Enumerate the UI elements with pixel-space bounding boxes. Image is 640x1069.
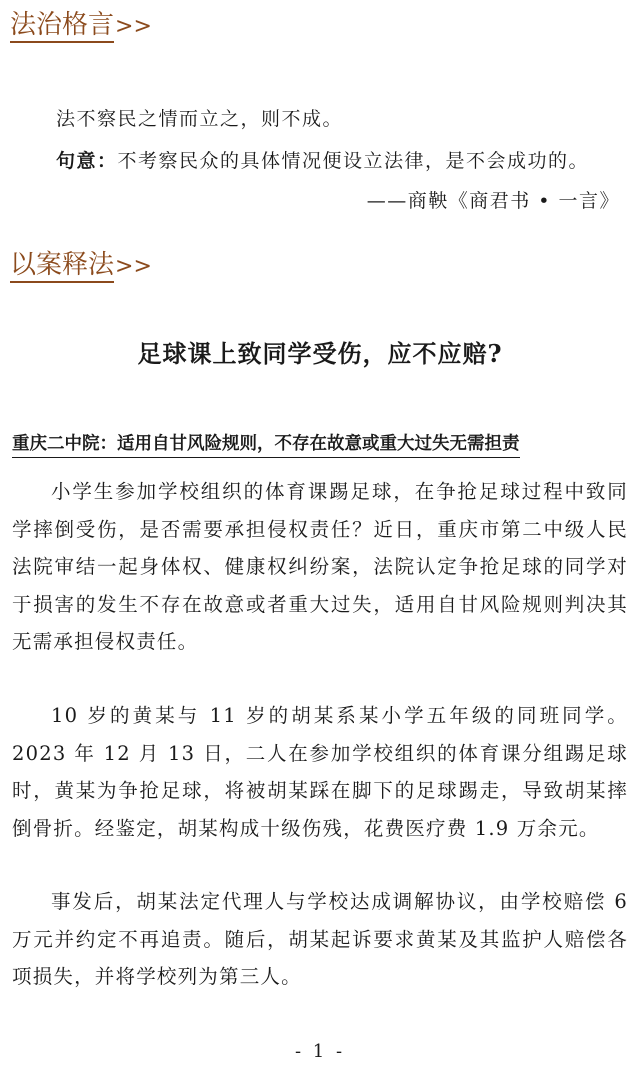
section-heading-case (10, 248, 152, 284)
article-subheading: 重庆二中院：适用自甘风险规则，不存在故意或重大过失无需担责 (12, 432, 520, 458)
maxim-quote: 法不察民之情而立之，则不成。 (56, 108, 344, 130)
maxim-source: ——商鞅《商君书 • 一言》 (366, 190, 620, 212)
maxim-meaning-text: 不考察民众的具体情况便设立法律，是不会成功的。 (117, 150, 590, 172)
section-arrows-case: >> (115, 254, 152, 279)
maxim-meaning (56, 148, 589, 174)
article-paragraph-1: 小学生参加学校组织的体育课踢足球，在争抢足球过程中致同学摔倒受伤，是否需要承担侵权责任？近日，重庆市第二中级人民法院审结一起身体权、健康权纠纷案，法院认定争抢足球的同学对于损害的发生不存在故意或者重大过失，适用自甘风险规则判决其无需承担侵权责任。 (12, 480, 628, 653)
section-title-case: 以案释法 (10, 250, 114, 283)
article-paragraph-2: 10 岁的黄某与 11 岁的胡某系某小学五年级的同班同学。2023 年 12 月 13 日，二人在参加学校组织的体育课分组踢足球时，黄某为争抢足球，将被胡某踩在脚下的足球踢走，导致胡某摔倒骨折。经鉴定，胡某构成十级伤残，花费医疗费 1.9 万余元。 (12, 704, 628, 840)
article-title: 足球课上致同学受伤，应不应赔? (137, 339, 503, 368)
page-number: - 1 - (294, 1041, 346, 1062)
section-title-maxim: 法治格言 (10, 10, 114, 43)
section-heading-maxim (10, 8, 152, 44)
maxim-meaning-label: 句意： (56, 150, 118, 172)
article-paragraph-3: 事发后，胡某法定代理人与学校达成调解协议，由学校赔偿 6 万元并约定不再追责。随后，胡某起诉要求黄某及其监护人赔偿各项损失，并将学校列为第三人。 (12, 890, 628, 988)
section-arrows-maxim: >> (115, 14, 152, 39)
